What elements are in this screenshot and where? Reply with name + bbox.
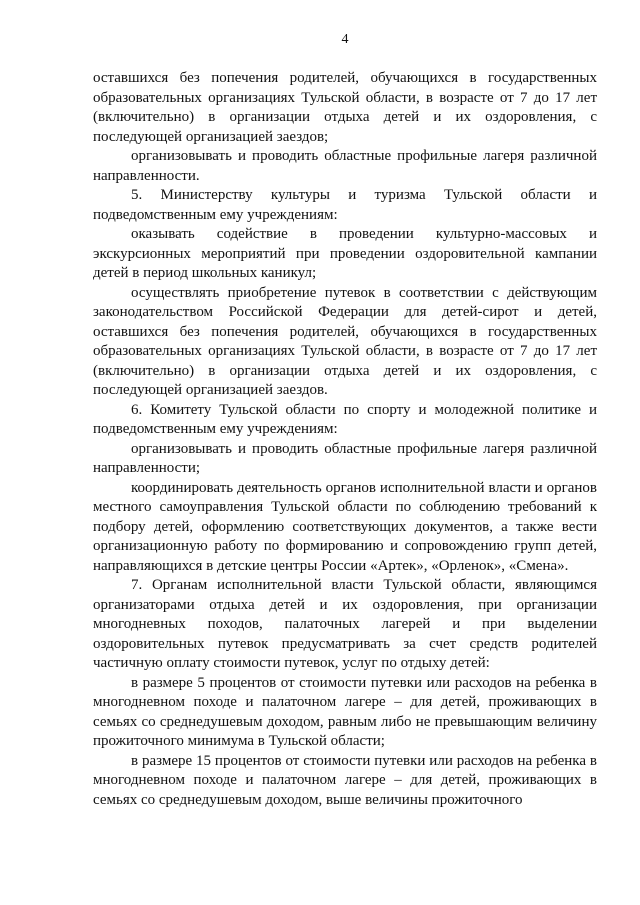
paragraph: организовывать и проводить областные профильные лагеря различной направленности; [93, 440, 597, 476]
paragraph: осуществлять приобретение путевок в соответствии с действующим законодательством Российской Федерации для детей-сирот и детей, оставшихся без попечения родителей, обучающихся в государственных образовательных организациях Тульской области, в возрасте от 7 до 17 лет (включительно) в организации отдыха детей и их оздоровления, с последующей организацией заездов. [93, 284, 597, 398]
paragraph: в размере 15 процентов от стоимости путевки или расходов на ребенка в многодневном походе и палаточном лагере – для детей, проживающих в семьях со среднедушевым доходом, выше величины прожиточного [93, 752, 597, 808]
page-number: 4 [341, 32, 349, 47]
document-page [93, 30, 597, 810]
paragraph-item-6: 6. Комитету Тульской области по спорту и молодежной политике и подведомственным ему учреждениям: [93, 401, 597, 437]
paragraph: оказывать содействие в проведении культурно-массовых и экскурсионных мероприятий при проведении оздоровительной кампании детей в период школьных каникул; [93, 226, 597, 281]
paragraph-continuation: оставшихся без попечения родителей, обучающихся в государственных образовательных организациях Тульской области, в возрасте от 7 до 17 лет (включительно) в организации отдыха детей и их оздоровления, с последующей организацией заездов; [93, 70, 597, 145]
paragraph: в размере 5 процентов от стоимости путевки или расходов на ребенка в многодневном походе и палаточном лагере – для детей, проживающих в семьях со среднедушевым доходом, равным либо не превышающим величину прожиточного минимума в Тульской области; [93, 674, 597, 749]
paragraph: организовывать и проводить областные профильные лагеря различной направленности. [93, 148, 597, 184]
paragraph-item-5: 5. Министерству культуры и туризма Тульской области и подведомственным ему учреждениям: [93, 187, 597, 223]
paragraph-item-7: 7. Органам исполнительной власти Тульской области, являющимся организаторами отдыха детей и их оздоровления, при организации многодневных походов, палаточных лагерей и при выделении оздоровительных путевок предусматривать за счет средств родителей частичную оплату стоимости путевок, услуг по отдыху детей: [93, 577, 597, 671]
paragraph: координировать деятельность органов исполнительной власти и органов местного самоуправления Тульской области по соблюдению требований к подбору детей, оформлению соответствующих документов, а также вести организационную работу по формированию и сопровождению групп детей, направляющихся в детские центры России «Артек», «Орленок», «Смена». [93, 479, 597, 574]
